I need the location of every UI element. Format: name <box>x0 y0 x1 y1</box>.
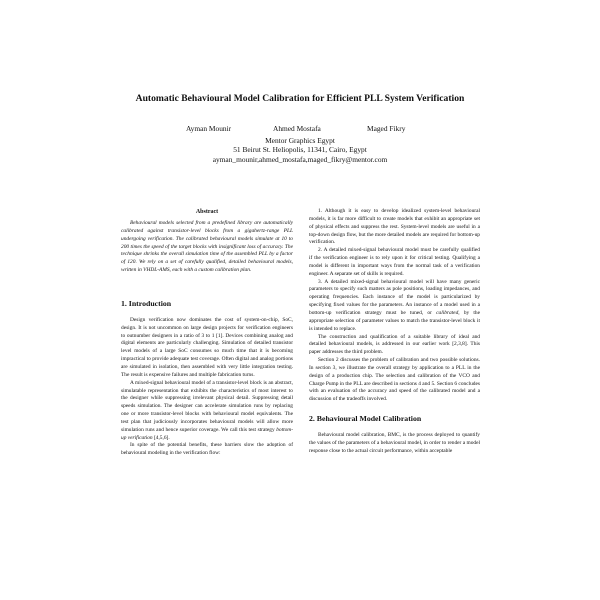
barrier-item-3-text: 3. A detailed mixed-signal behavioural model will have many generic parameters to specify such matters as pole positions, loading impedances, and operating frequencies. Each instance of the model is particularized by specifying fixed values for the parameters. An instance of a model used in a bottom-up verification strategy must be tuned, or <box>309 278 480 316</box>
intro-paragraph-2-text: A mixed-signal behavioural model of a transistor-level block is an abstract, simulatable representation that exhibits the characteristics of most interest to the designer while suppressing irrelevant physical detail. Suppressing detail speeds simulation. The designer can accelerate simulation runs by replacing one or more transistor-level blocks with behavioural model equivalents. The test plan that judiciously incorporates behavioural models will allow more simulation runs and hence superior coverage. We call this test strategy <box>121 379 293 433</box>
author-emails: ayman_mounir,ahmed_mostafa,maged_fikry@mentor.com <box>212 154 388 164</box>
section-heading-introduction: 1. Introduction <box>121 298 172 308</box>
intro-paragraph-1: Design verification now dominates the cost of system-on-chip, SoC, design. It is not uncommon on large design projects for verification engineers to outnumber designers in a ratio of 3 to 1 [1]. Devices combining analog and digital elements are particularly challenging. Simulation of detailed transistor level models of a large SoC consumes so much time that it is becoming impractical to provide adequate test coverage. Often digital and analog portions are simulated in isolation, then assembled with very little integration testing. The result is expensive failures and multiple fabrication turns. <box>121 316 293 378</box>
affiliation-address: 51 Beirut St. Heliopolis, 11341, Cairo, Egypt <box>233 145 367 155</box>
intro-paragraph-2-citation: [4,5,6]. <box>153 434 170 441</box>
bmc-paragraph-1: Behavioural model calibration, BMC, is the process deployed to quantify the values of the parameters of a behavioural model, in order to render a model response close to the actual circuit performance, within acceptable <box>309 432 480 454</box>
left-column <box>121 208 293 458</box>
term-bottom-up-verification: bottom-up verification <box>121 426 293 441</box>
barrier-item-2: 2. A detailed mixed-signal behavioural model must be carefully qualified if the verification engineer is to rely upon it for critical testing. Qualifying a model is different in important ways from the normal task of a verification engineer. A separate set of skills is required. <box>309 247 480 277</box>
construction-paragraph: The construction and qualification of a suitable library of ideal and detailed behavioural models, is addressed in our earlier work [2,3,8]. This paper addresses the third problem. <box>309 333 480 356</box>
intro-paragraph-3: In spite of the potential benefits, these barriers slow the adoption of behavioural modeling in the verification flow: <box>121 442 293 457</box>
barrier-item-1: 1. Although it is easy to develop idealized system-level behavioural models, it is far more difficult to create models that exhibit an appropriate set of physical effects and suppress the rest. System-level models are useful in a top-down design flow, but the more detailed models are required for bottom-up verification. <box>309 208 480 246</box>
author-2: Ahmed Mostafa <box>273 124 321 133</box>
right-column <box>309 208 480 456</box>
affiliation-block <box>0 136 600 164</box>
paper-title: Automatic Behavioural Model Calibration for Efficient PLL System Verification <box>135 93 465 104</box>
barrier-item-3-end: by the appropriate selection of parameter values to match the transistor-level block it is intended to replace. <box>309 309 480 332</box>
intro-paragraph-2 <box>121 380 293 443</box>
outline-paragraph: Section 2 discusses the problem of calibration and two possible solutions. In section 3, we illustrate the overall strategy by application to a PLL in the design of a production chip. The selection and calibration of the VCO and Charge Pump in the PLL are described in sections 4 and 5. Section 6 concludes with an evaluation of the accuracy and speed of the calibrated model and a discussion of the tradeoffs involved. <box>309 357 480 403</box>
term-calibrated: calibrated, <box>436 309 460 316</box>
section-heading-bmc: 2. Behavioural Model Calibration <box>309 414 422 424</box>
affiliation-org: Mentor Graphics Egypt <box>265 136 335 145</box>
abstract-text: Behavioural models selected from a predefined library are automatically calibrated against transistor-level blocks from a gigahertz-range PLL undergoing verification. The calibrated behavioural models simulate at 10 to 200 times the speed of the target blocks with insignificant loss of accuracy. The technique shrinks the overall simulation time of the assembled PLL by a factor of 120. We rely on a set of carefully qualified, detailed behavioural models, written in VHDL-AMS, each with a custom calibration plan. <box>121 220 293 274</box>
barrier-item-3 <box>309 279 480 334</box>
author-1: Ayman Mounir <box>186 124 232 133</box>
abstract-heading: Abstract <box>195 209 219 215</box>
author-3: Maged Fikry <box>367 124 406 133</box>
